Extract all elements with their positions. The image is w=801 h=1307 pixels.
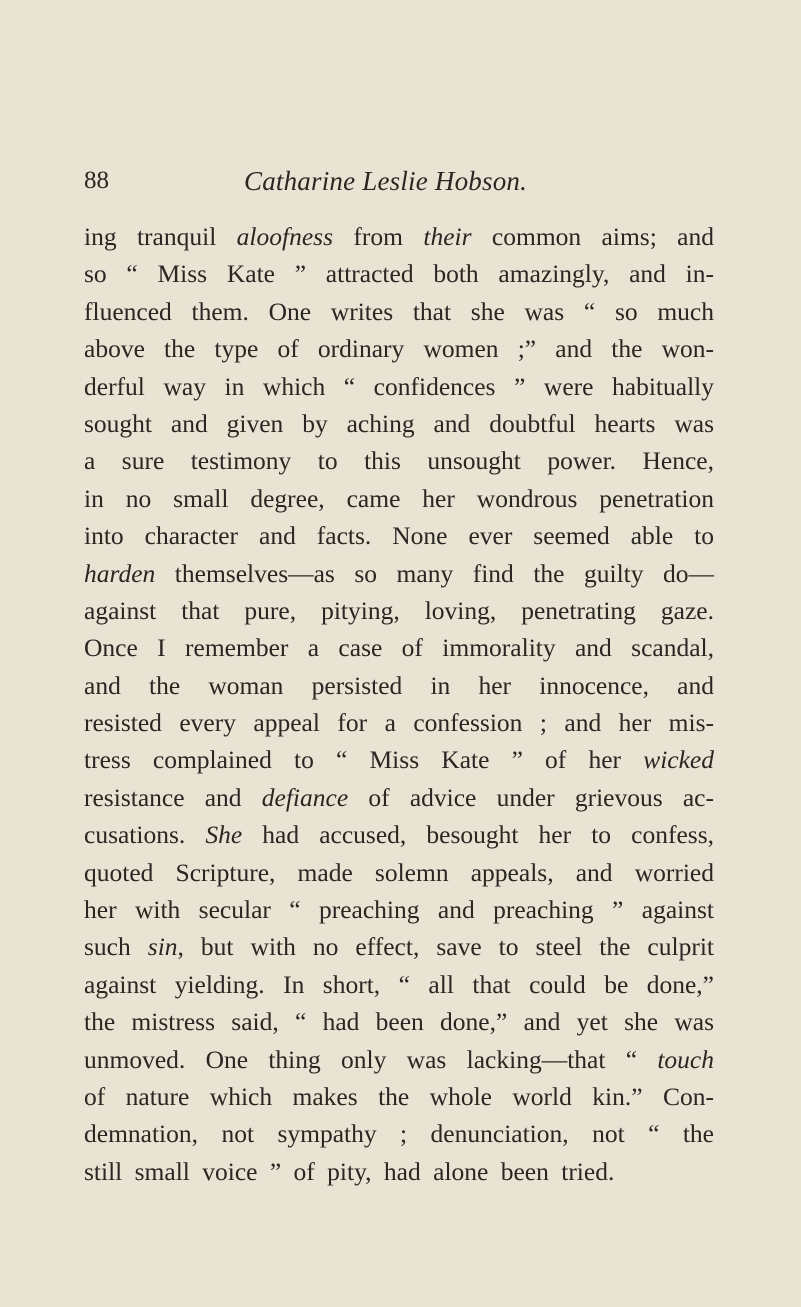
text-segment: unmoved. One thing only was lacking—that “: [84, 1044, 658, 1074]
italic-word: She: [205, 820, 243, 850]
text-segment: derful way in which “ confidences ” were habitually: [84, 371, 714, 401]
text-segment: themselves—as so many find the guilty do—: [155, 558, 714, 588]
italic-word: wicked: [643, 745, 714, 775]
text-line: [84, 928, 714, 965]
text-line: [84, 891, 714, 928]
text-line: [84, 442, 714, 479]
text-segment: resistance and: [84, 782, 262, 812]
text-line: [84, 667, 714, 704]
text-line: [84, 854, 714, 891]
text-segment: fluenced them. One writes that she was “ so much: [84, 296, 714, 326]
page-header: [84, 164, 714, 202]
text-segment: above the type of ordinary women ;” and the won-: [84, 334, 714, 364]
text-line: [84, 779, 714, 816]
text-segment: common aims; and: [471, 222, 714, 251]
text-segment: the mistress said, “ had been done,” and yet she was: [84, 1007, 714, 1037]
text-line: [84, 629, 714, 666]
text-line: [84, 1003, 714, 1040]
text-line: [84, 517, 714, 554]
page-number: 88: [84, 167, 109, 194]
text-segment: in no small degree, came her wondrous penetration: [84, 483, 714, 513]
text-segment: tress complained to “ Miss Kate ” of her: [84, 745, 644, 775]
text-segment: into character and facts. None ever seemed able to: [84, 521, 714, 551]
text-line: [84, 741, 714, 778]
text-line: [84, 592, 714, 629]
running-title: Catharine Leslie Hobson.: [244, 166, 528, 196]
italic-word: touch: [657, 1044, 714, 1074]
text-segment: against that pure, pitying, loving, penetrating gaze.: [84, 595, 714, 625]
italic-word: harden: [84, 558, 156, 588]
text-segment: cusations.: [84, 820, 206, 850]
text-segment: from: [333, 222, 424, 251]
italic-word: aloofness: [236, 222, 334, 251]
text-line: [84, 1078, 714, 1115]
text-line: [84, 555, 714, 592]
text-segment: , but with no effect, save to steel the culprit: [177, 932, 714, 962]
text-line: [84, 330, 714, 367]
text-segment: against yielding. In short, “ all that could be done,”: [84, 969, 714, 999]
text-line: [84, 704, 714, 741]
text-segment: Once I remember a case of immorality and scandal,: [84, 633, 714, 663]
body-text: [84, 218, 714, 1190]
text-segment: such: [84, 932, 148, 962]
text-segment: had accused, besought her to confess,: [242, 820, 714, 850]
text-line: [84, 816, 714, 853]
text-segment: a sure testimony to this unsought power. Hence,: [84, 446, 714, 476]
text-segment: of nature which makes the whole world kin.” Con-: [84, 1081, 714, 1111]
text-segment: so “ Miss Kate ” attracted both amazingly, and in-: [84, 259, 714, 289]
text-segment: quoted Scripture, made solemn appeals, and worried: [84, 857, 714, 887]
text-segment: ing tranquil: [84, 222, 237, 251]
text-line: [84, 480, 714, 517]
text-line: [84, 1041, 714, 1078]
text-segment: and the woman persisted in her innocence, and: [84, 670, 714, 700]
text-line: [84, 1115, 714, 1152]
text-segment: of advice under grievous ac-: [348, 782, 714, 812]
text-line: [84, 405, 714, 442]
text-line: [84, 255, 714, 292]
text-segment: resisted every appeal for a confession ; and her mis-: [84, 708, 714, 738]
text-segment: her with secular “ preaching and preaching ” against: [84, 895, 714, 925]
text-segment: sought and given by aching and doubtful hearts was: [84, 408, 714, 438]
text-line: [84, 368, 714, 405]
italic-word: defiance: [261, 782, 349, 812]
text-line: [84, 1153, 714, 1190]
italic-word: sin: [147, 932, 178, 962]
text-segment: demnation, not sympathy ; denunciation, not “ the: [84, 1119, 714, 1149]
text-line: [84, 293, 714, 330]
text-line: [84, 218, 714, 255]
italic-word: their: [423, 222, 472, 251]
text-line: [84, 966, 714, 1003]
text-segment: still small voice ” of pity, had alone been tried.: [84, 1156, 615, 1186]
